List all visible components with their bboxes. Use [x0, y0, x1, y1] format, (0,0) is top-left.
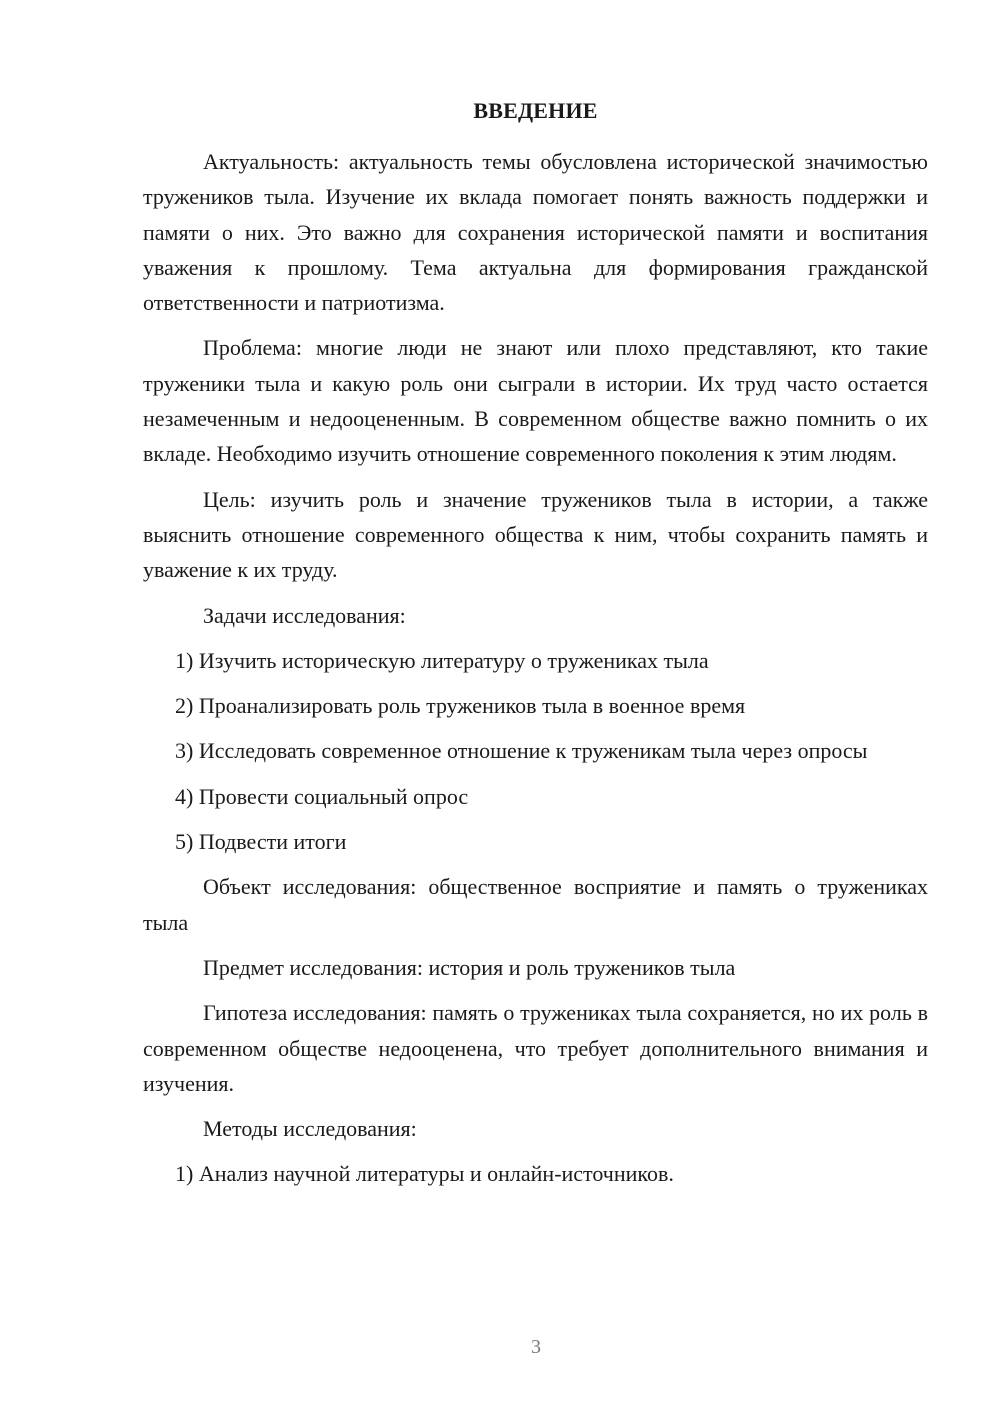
method-item: 1) Анализ научной литературы и онлайн-источников. [175, 1161, 674, 1187]
task-item: 5) Подвести итоги [175, 829, 347, 855]
goal-paragraph: Цель: изучить роль и значение тружеников тыла в истории, а также выяснить отношение современного общества к ним, чтобы сохранить память и уважение к их труду. [143, 486, 928, 583]
relevance-paragraph: Актуальность: актуальность темы обусловлена исторической значимостью тружеников тыла. Изучение их вклада помогает понять важность поддержки и памяти о них. Это важно для сохранения исторической памяти и воспитания уважения к прошлому. Тема актуальна для формирования гражданской ответственности и патриотизма. [143, 149, 928, 316]
methods-heading: Методы исследования: [203, 1116, 417, 1142]
subject-paragraph: Предмет исследования: история и роль тружеников тыла [203, 954, 736, 980]
problem-paragraph: Проблема: многие люди не знают или плохо представляют, кто такие труженики тыла и какую роль они сыграли в истории. Их труд часто остается незамеченным и недооцененным. В современном обществе важно помнить о их вкладе. Необходимо изучить отношение современного поколения к этим людям. [143, 335, 928, 467]
task-item: 1) Изучить историческую литературу о тружениках тыла [175, 647, 709, 673]
task-item: 3) Исследовать современное отношение к труженикам тыла через опросы [175, 738, 868, 764]
page-content [143, 96, 928, 1202]
page-number: 3 [531, 1336, 541, 1358]
object-paragraph: Объект исследования: общественное восприятие и память о тружениках тыла [143, 874, 928, 935]
hypothesis-paragraph: Гипотеза исследования: память о тружениках тыла сохраняется, но их роль в современном обществе недооценена, что требует дополнительного внимания и изучения. [143, 1000, 928, 1096]
tasks-heading: Задачи исследования: [203, 602, 406, 628]
task-item: 4) Провести социальный опрос [175, 783, 469, 809]
section-title: ВВЕДЕНИЕ [473, 98, 598, 123]
task-item: 2) Проанализировать роль тружеников тыла в военное время [175, 693, 746, 719]
